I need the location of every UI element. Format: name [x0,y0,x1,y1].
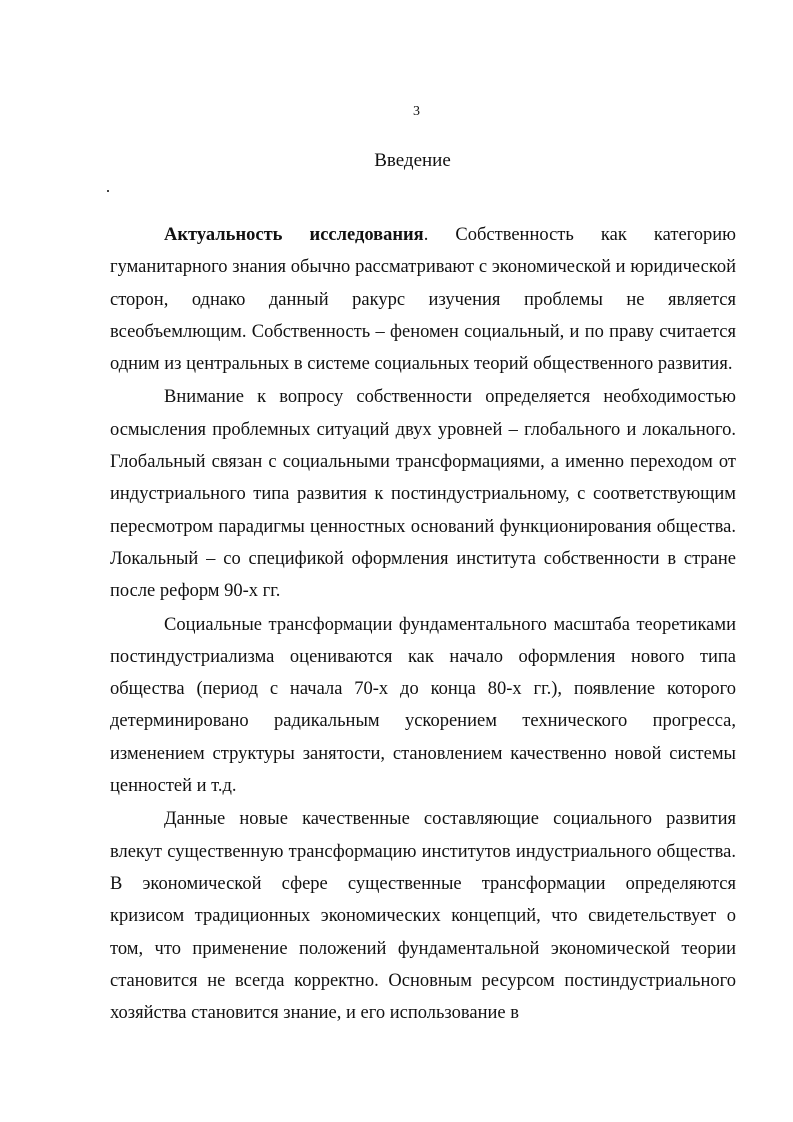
paragraph: Социальные трансформации фундаментального масштаба теоретиками постиндустриализма оцениваются как начало оформления нового типа общества (период с начала 70-х до конца 80-х гг.), появление которого детерминировано радикальным ускорением технического прогресса, изменением структуры занятости, становлением качественно новой системы ценностей и т.д. [110,614,736,797]
paragraph-text: . Собственность как категорию гуманитарного знания обычно рассматривают с экономической и юридической сторон, однако данный ракурс изучения проблемы не является всеобъемлющим. Собственность – феномен социальный, и по праву считается одним из центральных в системе социальных теорий общественного развития. [110,225,737,375]
page-number: 3 [413,104,420,119]
body-text [110,219,736,1030]
paragraph-relevance [110,219,736,380]
paragraph: Данные новые качественные составляющие социального развития влекут существенную трансформацию институтов индустриального общества. В экономической сфере существенные трансформации определяются кризисом традиционных экономических концепций, что свидетельствует о том, что применение положений фундаментальной экономической теории становится не всегда корректно. Основным ресурсом постиндустриального хозяйства становится знание, и его использование в [110,809,736,1024]
scan-speck [107,190,109,192]
relevance-heading: Актуальность исследования [164,225,424,245]
paragraph: Внимание к вопросу собственности определяется необходимостью осмысления проблемных ситуаций двух уровней – глобального и локального. Глобальный связан с социальными трансформациями, а именно переходом от индустриального типа развития к постиндустриальному, с соответствующим пересмотром парадигмы ценностных оснований функционирования общества. Локальный – со спецификой оформления института собственности в стране после реформ 90-х гг. [110,387,736,602]
section-title: Введение [374,150,451,171]
